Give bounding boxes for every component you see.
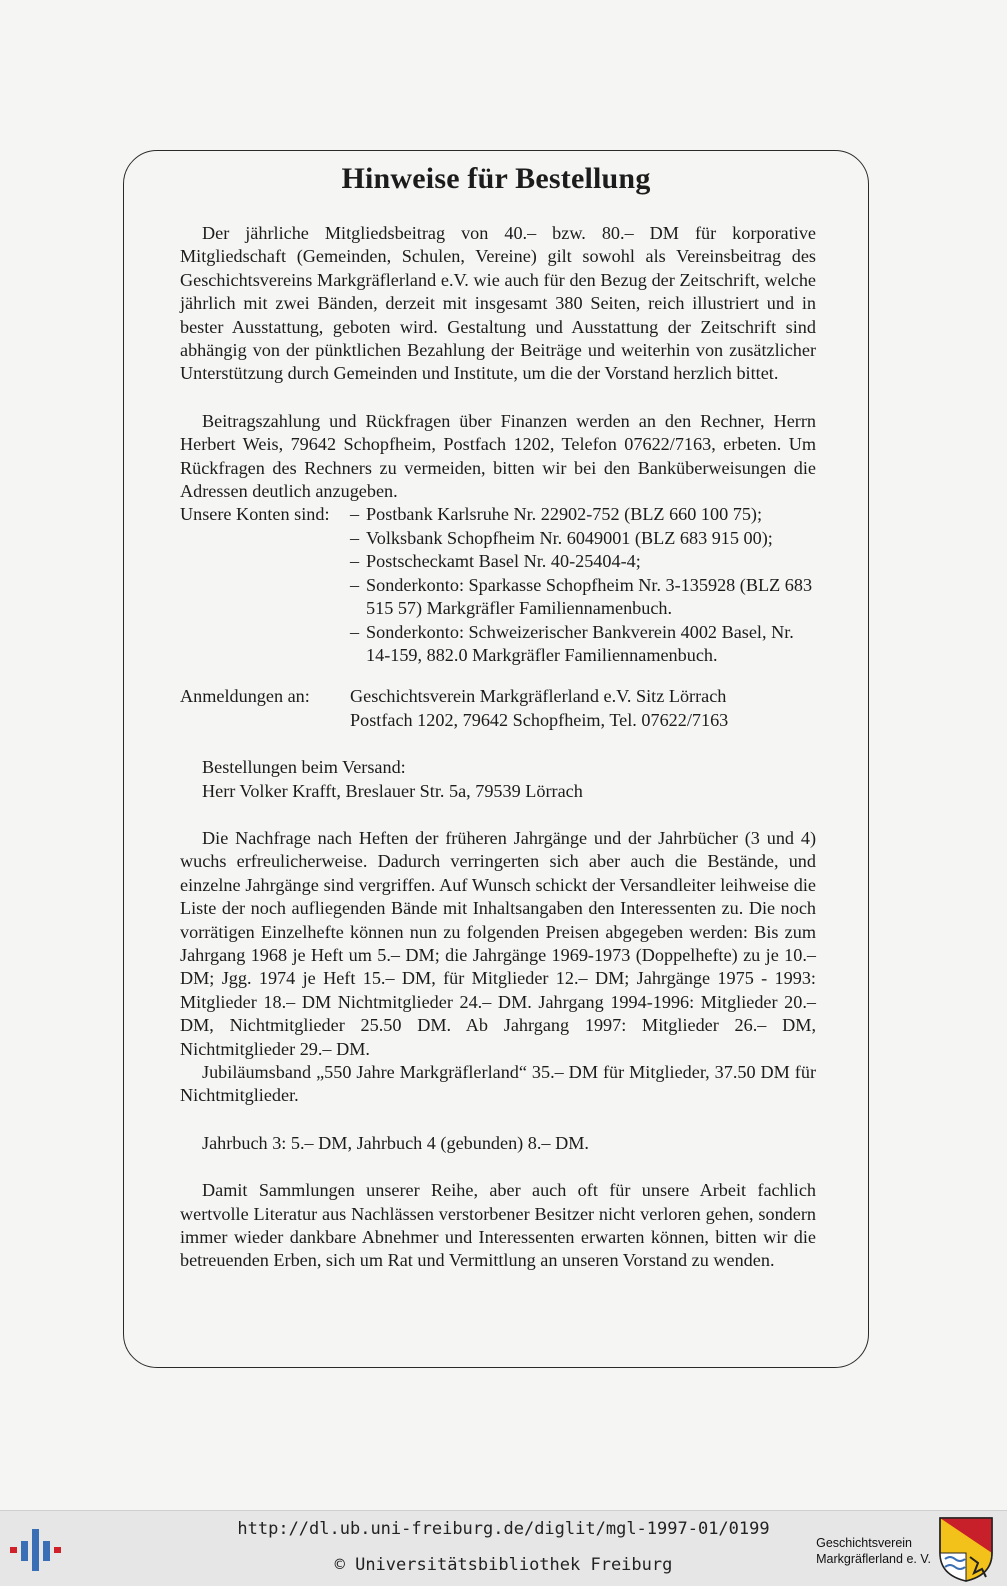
shipping-line: Herr Volker Krafft, Breslauer Str. 5a, 79539 Lörrach (202, 780, 583, 801)
registration-label: Anmeldungen an: (180, 686, 310, 707)
account-item: – Sonderkonto: Schweizerischer Bankverein 4002 Basel, Nr. 14-159, 882.0 Markgräfler Familiennamenbuch. (350, 621, 794, 665)
paragraph-jubilee: Jubiläumsband „550 Jahre Markgräflerland“ 35.– DM für Mitglieder, 37.50 DM für Nichtmitglieder. (180, 1062, 816, 1106)
paragraph-payment: Beitragszahlung und Rückfragen über Finanzen werden an den Rechner, Herrn Herbert Weis, 79642 Schopfheim, Postfach 1202, Telefon 07622/7163, erbeten. Um Rückfragen des Rechners zu vermeiden, bitten wir bei den Banküberweisungen die Adressen deutlich anzugeben. (180, 410, 816, 502)
shipping-block (180, 756, 816, 803)
paragraph-back-issues: Die Nachfrage nach Heften der früheren Jahrgänge und der Jahrbücher (3 und 4) wuchs erfreulicherweise. Dadurch verringerten sich aber auch die Bestände, und einzelne Jahrgänge sind vergriffen. Auf Wunsch schickt der Versandleiter leihweise die Liste der noch aufliegenden Bände mit Inhaltsangaben den Interessenten zu. Die noch vorrätigen Einzelhefte können nun zu folgenden Preisen abgegeben werden: Bis zum Jahrgang 1968 je Heft um 5.– DM; die Jahrgänge 1969-1973 (Doppelhefte) zu je 10.– DM; Jgg. 1974 je Heft 15.– DM, für Mitglieder 12.– DM; Jahrgänge 1975 - 1993: Mitglieder 18.– DM Nichtmitglieder 24.– DM. Jahrgang 1994-1996: Mitglieder 20.– DM, Nichtmitglieder 25.50 DM. Ab Jahrgang 1997: Mitglieder 26.– DM, Nichtmitglieder 29.– DM. (180, 827, 816, 1059)
footer-copyright: © Universitätsbibliothek Freiburg (334, 1555, 673, 1575)
shipping-line: Bestellungen beim Versand: (202, 757, 406, 778)
account-item: – Postbank Karlsruhe Nr. 22902-752 (BLZ 660 100 75); (350, 504, 763, 525)
registration-line: Postfach 1202, 79642 Schopfheim, Tel. 07622/7163 (350, 709, 729, 730)
org-name: Geschichtsverein Markgräflerland e. V. (816, 1536, 931, 1566)
content-body (180, 222, 816, 1273)
account-item: – Volksbank Schopfheim Nr. 6049001 (BLZ 683 915 00); (350, 527, 773, 548)
coat-of-arms-icon (937, 1515, 995, 1583)
paragraph-yearbook: Jahrbuch 3: 5.– DM, Jahrbuch 4 (gebunden) 8.– DM. (202, 1132, 589, 1153)
accounts-block (180, 503, 816, 667)
footer-bar (0, 1510, 1007, 1586)
accounts-label: Unsere Konten sind: (180, 504, 330, 525)
account-item: – Sonderkonto: Sparkasse Schopfheim Nr. 3-135928 (BLZ 683 515 57) Markgräfler Familiennamenbuch. (350, 574, 813, 619)
page-title: Hinweise für Bestellung (341, 162, 651, 195)
paragraph-membership: Der jährliche Mitgliedsbeitrag von 40.– bzw. 80.– DM für korporative Mitgliedschaft (Gemeinden, Schulen, Vereine) gilt sowohl als Vereinsbeitrag des Geschichtsvereins Markgräflerland e.V. wie auch für den Bezug der Zeitschrift, welche jährlich mit zwei Bänden, derzeit mit insgesamt 380 Seiten, reich illustriert und in bester Ausstattung, geboten wird. Gestaltung und Ausstattung der Zeitschrift sind abhängig von der pünktlichen Bezahlung der Beiträge und weiterhin von zusätzlicher Unterstützung durch Gemeinden und Institute, um die der Vorstand herzlich bittet. (180, 223, 816, 384)
paragraph-collections: Damit Sammlungen unserer Reihe, aber auch oft für unsere Arbeit fachlich wertvolle Literatur aus Nachlässen verstorbener Besitzer nicht verloren gehen, sondern immer wieder dankbare Abnehmer und Interessenten erwarten können, bitten wir die betreuenden Erben, sich um Rat und Vermittlung an unseren Vorstand zu wenden. (180, 1180, 816, 1271)
registration-block (180, 685, 816, 732)
account-item: – Postscheckamt Basel Nr. 40-25404-4; (350, 551, 641, 572)
registration-line: Geschichtsverein Markgräflerland e.V. Sitz Lörrach (350, 686, 727, 707)
accounts-list (350, 503, 816, 667)
footer-url[interactable]: http://dl.ub.uni-freiburg.de/diglit/mgl-1997-01/0199 (237, 1519, 770, 1539)
